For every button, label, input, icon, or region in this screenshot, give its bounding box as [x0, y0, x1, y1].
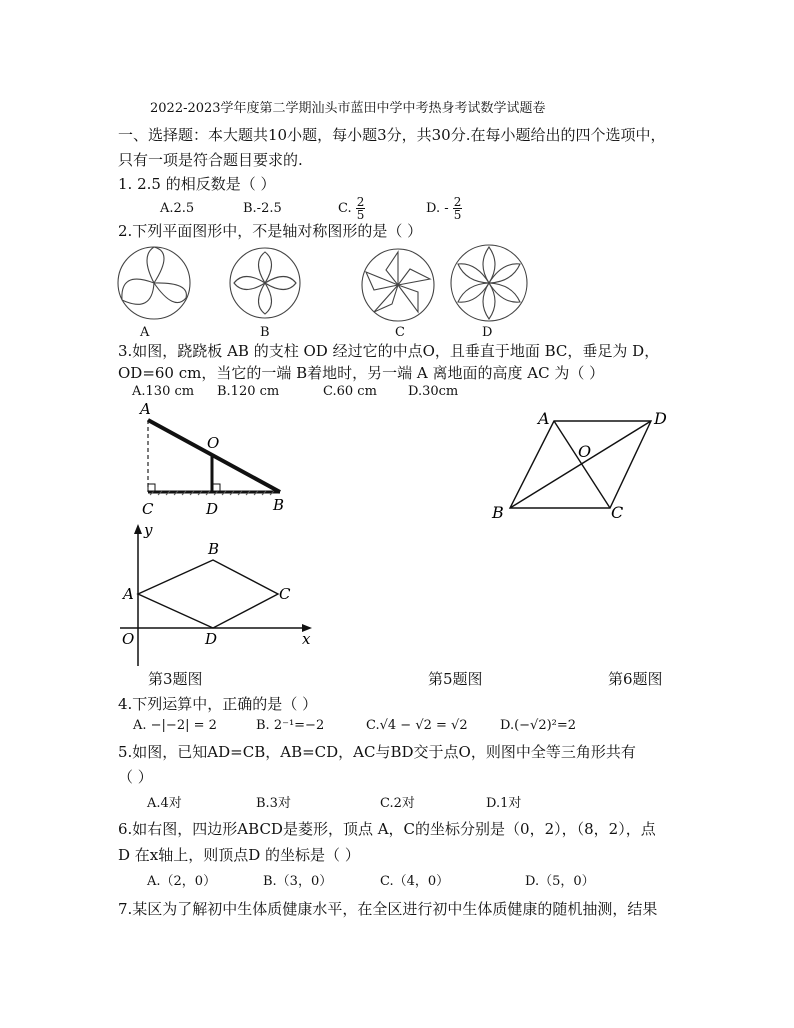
q4-option-a: A. −|−2| = 2 [133, 718, 217, 733]
q2-label-d: D [482, 325, 493, 340]
fig6-label-a: A [123, 585, 134, 603]
fig6-label-y: y [144, 521, 153, 539]
q5-line1: 5.如图，已知AD=CB，AB=CD，AC与BD交于点O，则图中全等三角形共有 [118, 743, 636, 761]
q3-option-c: C.60 cm [323, 384, 377, 399]
fig5-label-c: C [611, 503, 624, 522]
q6-option-d: D.（5，0） [525, 874, 595, 889]
q1-option-d-prefix: D. - [426, 201, 449, 216]
q2-figure-a [118, 247, 190, 319]
fig3-label-b: B [273, 496, 285, 514]
exam-title: 2022-2023学年度第二学期汕头市蓝田中学中考热身考试数学试题卷 [150, 101, 546, 116]
q3-line1: 3.如图，跷跷板 AB 的支柱 OD 经过它的中点O，且垂直于地面 BC，垂足为 D， [118, 342, 660, 360]
q1-option-b: B.-2.5 [243, 201, 282, 216]
section1-line2: 只有一项是符合题目要求的. [118, 151, 303, 169]
q4-option-b: B. 2⁻¹=−2 [256, 718, 325, 733]
q6-option-b: B.（3，0） [263, 874, 333, 889]
fig3-label-a: A [140, 400, 151, 418]
q3-line2: OD=60 cm，当它的一端 B着地时，另一端 A 离地面的高度 AC 为（ ） [118, 364, 605, 382]
fig3-label-d: D [206, 500, 219, 518]
fig5-label-d: D [654, 409, 667, 428]
q7-line1: 7.某区为了解初中生体质健康水平，在全区进行初中生体质健康的随机抽测，结果 [118, 900, 658, 918]
q1-option-c-prefix: C. [338, 201, 352, 216]
section1-line1: 一、选择题：本大题共10小题，每小题3分，共30分.在每小题给出的四个选项中， [118, 126, 666, 144]
fig5-label-a: A [538, 409, 550, 428]
fig6-label-b: B [208, 540, 220, 558]
q2-figure-d [451, 245, 527, 321]
q1-option-a: A.2.5 [160, 201, 195, 216]
fig6-label-o: O [122, 630, 135, 648]
q5-line2: （ ） [118, 768, 153, 786]
q3-option-d: D.30cm [408, 384, 459, 399]
q1-option-c [338, 196, 365, 221]
fig6-label-c: C [279, 585, 291, 603]
q2-stem: 2.下列平面图形中，不是轴对称图形的是（ ） [118, 222, 423, 240]
q4-stem: 4.下列运算中，正确的是（ ） [118, 695, 318, 713]
fig5-label-o: O [578, 442, 592, 461]
q1-option-d [426, 196, 462, 221]
q1-d-denominator: 5 [453, 208, 462, 222]
q2-label-c: C [395, 325, 405, 340]
fig5-label-b: B [492, 503, 504, 522]
q5-option-a: A.4对 [147, 796, 182, 811]
q5-option-d: D.1对 [486, 796, 522, 811]
q1-option-d-fraction [453, 196, 463, 221]
q1-stem: 1. 2.5 的相反数是（ ） [118, 175, 276, 193]
q5-option-c: C.2对 [380, 796, 415, 811]
q6-line2: D 在x轴上，则顶点D 的坐标是（ ） [118, 846, 360, 864]
caption-fig5: 第5题图 [428, 670, 483, 688]
caption-fig6: 第6题图 [608, 670, 663, 688]
q6-option-c: C.（4，0） [380, 874, 450, 889]
q1-c-denominator: 5 [356, 208, 365, 222]
q4-option-c: C.√4 − √2 = √2 [366, 718, 468, 733]
fig3-label-o: O [207, 434, 220, 452]
q6-line1: 6.如右图，四边形ABCD是菱形，顶点 A，C的坐标分别是（0，2），（8，2），点 [118, 820, 656, 838]
q2-label-b: B [260, 325, 270, 340]
q2-figure-c [362, 249, 434, 321]
fig5-parallelogram [488, 404, 684, 526]
fig6-label-d: D [205, 630, 218, 648]
q6-option-a: A.（2，0） [147, 874, 217, 889]
fig6-rhombus-axes [116, 520, 318, 668]
caption-fig3: 第3题图 [148, 670, 203, 688]
q2-label-a: A [140, 325, 150, 340]
q5-option-b: B.3对 [256, 796, 291, 811]
q3-option-a: A.130 cm [132, 384, 195, 399]
fig6-label-x: x [302, 630, 311, 648]
q1-option-c-fraction [356, 196, 366, 221]
fig3-label-c: C [142, 500, 154, 518]
q4-option-d: D.(−√2)²=2 [500, 718, 577, 733]
q2-figure-b [230, 248, 300, 318]
q1-c-numerator: 2 [356, 195, 365, 209]
q3-option-b: B.120 cm [217, 384, 280, 399]
fig3-seesaw [128, 398, 298, 520]
q2-figures [112, 242, 552, 328]
q1-d-numerator: 2 [453, 195, 462, 209]
